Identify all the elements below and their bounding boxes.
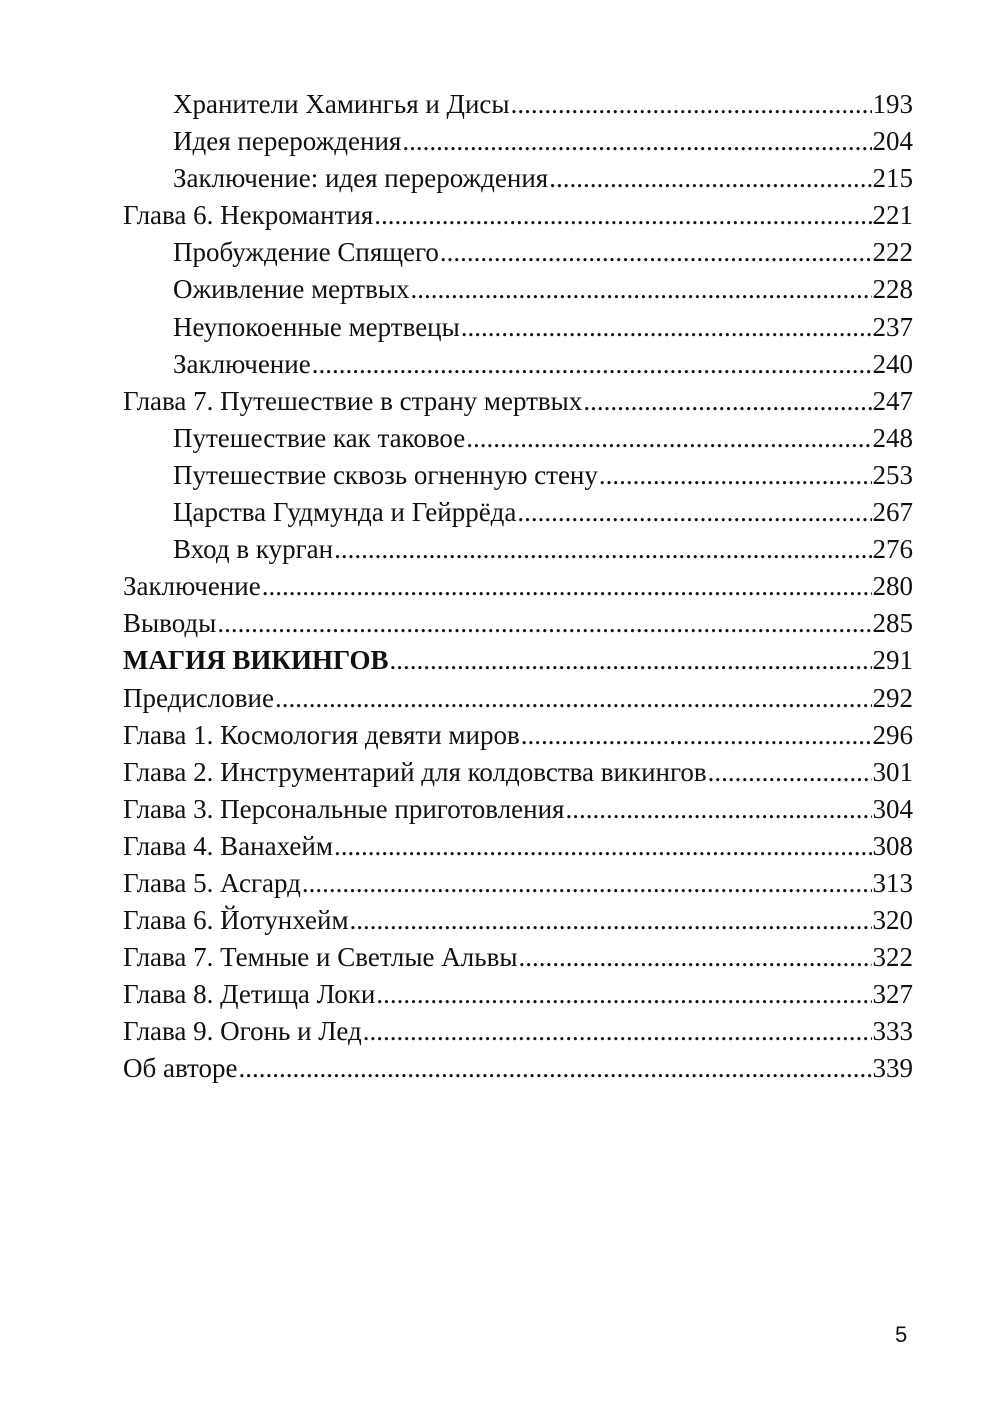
toc-entry-title: Глава 8. Детища Локи (123, 979, 376, 1010)
toc-entry-page: 247 (872, 385, 913, 416)
toc-entry-title: МАГИЯ ВИКИНГОВ (123, 645, 389, 676)
toc-entry[interactable] (123, 457, 913, 494)
toc-entry-title: Глава 9. Огонь и Лед (123, 1016, 362, 1047)
toc-entry-page: 276 (872, 534, 913, 565)
toc-entry[interactable] (123, 309, 913, 346)
toc-entry-title: Глава 6. Некромантия (123, 200, 374, 231)
toc-entry-title: Глава 3. Персональные приготовления (123, 793, 565, 824)
toc-entry-title: Предисловие (123, 682, 274, 713)
toc-entry[interactable] (123, 717, 913, 754)
leader-dots (390, 642, 872, 679)
toc-section-heading[interactable] (123, 642, 913, 679)
toc-entry-page: 193 (872, 89, 913, 119)
toc-entry-page: 296 (872, 719, 913, 750)
toc-entry-title: Глава 7. Путешествие в страну мертвых (123, 385, 583, 416)
toc-entry-title: Путешествие как таковое (173, 422, 466, 453)
toc-entry[interactable] (123, 1050, 913, 1087)
leader-dots (376, 976, 871, 1013)
leader-dots (363, 1013, 872, 1050)
leader-dots (583, 383, 871, 420)
toc-entry-title: Неупокоенные мертвецы (173, 311, 460, 342)
toc-entry[interactable] (123, 123, 913, 160)
toc-entry[interactable] (123, 902, 913, 939)
toc-entry-page: 285 (872, 608, 913, 639)
leader-dots (549, 160, 871, 197)
toc-entry[interactable] (123, 197, 913, 234)
toc-entry-title: Об авторе (123, 1053, 238, 1084)
toc-entry[interactable] (123, 791, 913, 828)
toc-entry[interactable] (123, 568, 913, 605)
toc-entry-title: Глава 2. Инструментарий для колдовства викингов (123, 756, 707, 787)
toc-entry[interactable] (123, 865, 913, 902)
toc-entry-page: 222 (872, 237, 913, 268)
toc-entry[interactable] (123, 828, 913, 865)
toc-entry-page: 313 (872, 867, 913, 898)
toc-entry-page: 267 (872, 497, 913, 528)
toc-entry[interactable] (123, 271, 913, 308)
toc-entry-title: Хранители Хамингья и Дисы (173, 89, 510, 119)
toc-entry[interactable] (123, 939, 913, 976)
toc-entry-title: Оживление мертвых (173, 274, 410, 305)
toc-entry[interactable] (123, 420, 913, 457)
leader-dots (521, 717, 872, 754)
leader-dots (466, 420, 871, 457)
toc-entry[interactable] (123, 494, 913, 531)
toc-entry-title: Вход в курган (173, 534, 334, 565)
toc-entry-title: Глава 1. Космология девяти миров (123, 719, 520, 750)
toc-entry[interactable] (123, 160, 913, 197)
toc-entry-page: 215 (872, 163, 913, 194)
leader-dots (511, 86, 872, 123)
toc-entry-title: Заключение (173, 348, 311, 379)
toc-entry-title: Заключение (123, 571, 261, 602)
toc-entry-page: 320 (872, 905, 913, 936)
toc-entry-title: Царства Гудмунда и Гейррёда (173, 497, 517, 528)
leader-dots (238, 1050, 871, 1087)
toc-entry[interactable] (123, 976, 913, 1013)
toc-entry[interactable] (123, 383, 913, 420)
toc-entry-page: 221 (872, 200, 913, 231)
toc-entry-title: Выводы (123, 608, 217, 639)
leader-dots (517, 494, 871, 531)
toc-entry[interactable] (123, 531, 913, 568)
toc-entry-title: Идея перерождения (173, 126, 402, 157)
toc-entry-title: Пробуждение Спящего (173, 237, 439, 268)
toc-entry-page: 301 (872, 756, 913, 787)
leader-dots (334, 531, 871, 568)
toc-entry-page: 304 (872, 793, 913, 824)
leader-dots (565, 791, 871, 828)
leader-dots (708, 754, 872, 791)
toc-entry-page: 292 (872, 682, 913, 713)
table-of-contents (123, 86, 913, 1088)
toc-entry-title: Путешествие сквозь огненную стену (173, 459, 598, 490)
leader-dots (374, 197, 871, 234)
toc-entry[interactable] (123, 605, 913, 642)
leader-dots (275, 680, 872, 717)
toc-entry-title: Глава 6. Йотунхейм (123, 905, 349, 936)
toc-entry[interactable] (123, 234, 913, 271)
page-number: 5 (895, 1322, 908, 1347)
toc-entry-page: 322 (872, 942, 913, 973)
toc-entry-title: Глава 4. Ванахейм (123, 830, 333, 861)
toc-entry[interactable] (123, 1013, 913, 1050)
toc-entry[interactable] (123, 754, 913, 791)
toc-entry-page: 204 (872, 126, 913, 157)
toc-entry-title: Заключение: идея перерождения (173, 163, 549, 194)
leader-dots (402, 123, 871, 160)
toc-entry-page: 228 (872, 274, 913, 305)
toc-entry-page: 327 (872, 979, 913, 1010)
leader-dots (217, 605, 871, 642)
toc-entry-page: 308 (872, 830, 913, 861)
toc-entry-page: 237 (872, 311, 913, 342)
toc-entry-page: 253 (872, 459, 913, 490)
toc-entry[interactable] (123, 346, 913, 383)
leader-dots (440, 234, 872, 271)
toc-entry-page: 240 (872, 348, 913, 379)
toc-entry-page: 280 (872, 571, 913, 602)
leader-dots (350, 902, 872, 939)
leader-dots (334, 828, 872, 865)
toc-entry[interactable] (123, 680, 913, 717)
toc-entry-title: Глава 5. Асгард (123, 867, 301, 898)
toc-entry-page: 248 (872, 422, 913, 453)
leader-dots (411, 271, 872, 308)
leader-dots (312, 346, 872, 383)
toc-entry-page: 333 (872, 1016, 913, 1047)
toc-entry[interactable] (123, 86, 913, 123)
toc-entry-page: 291 (872, 645, 913, 676)
toc-entry-title: Глава 7. Темные и Светлые Альвы (123, 942, 518, 973)
leader-dots (262, 568, 872, 605)
leader-dots (599, 457, 872, 494)
toc-entry-page: 339 (872, 1053, 913, 1084)
leader-dots (302, 865, 872, 902)
leader-dots (461, 309, 872, 346)
leader-dots (518, 939, 871, 976)
